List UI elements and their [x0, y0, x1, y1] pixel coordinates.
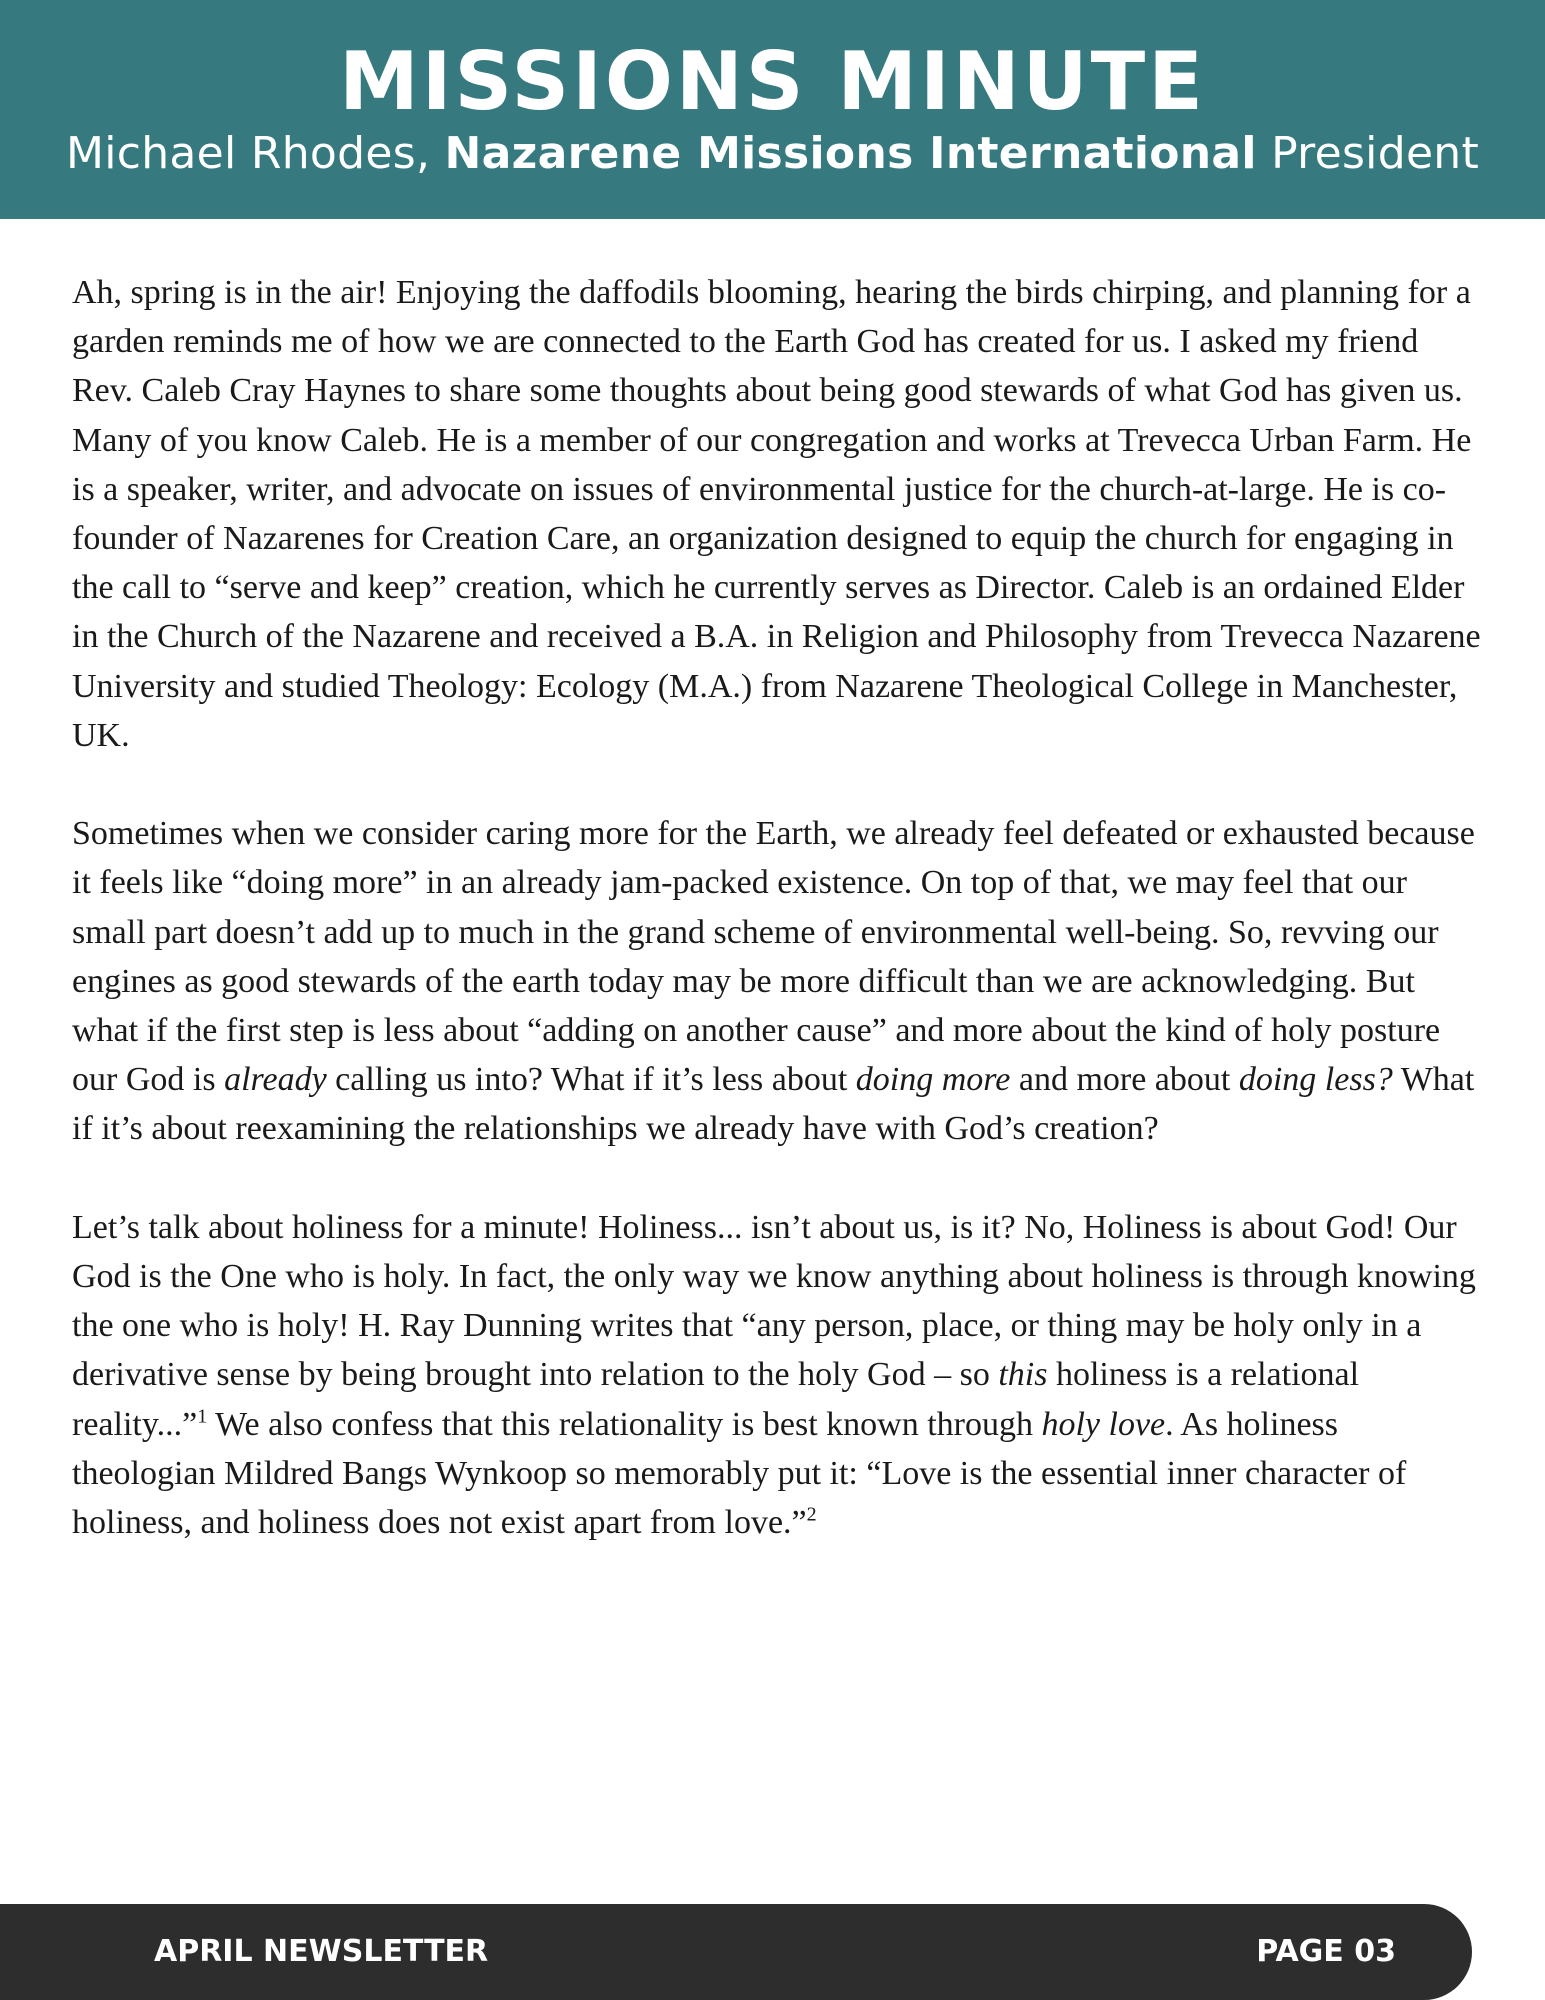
- text-run: Sometimes when we consider caring more for the Earth, we already feel defeated or exhausted because it feels like “doing more” in an already jam-packed existence. On top of that, we may feel that our small part doesn’t add up to much in the grand scheme of environmental well-being. So, revving our engines as good stewards of the earth today may be more difficult than we are acknowledging. But what if the first step is less about “adding on another cause” and more about the kind of holy posture our God is: [72, 815, 1475, 1099]
- newsletter-label: APRIL NEWSLETTER: [154, 1934, 489, 1969]
- emphasis: holy love: [1041, 1405, 1166, 1443]
- text-run: . As holiness theologian Mildred Bangs Wynkoop so memorably put it: “Love is the essential inner character of holiness, and holiness does not exist apart from love.”: [72, 1405, 1407, 1542]
- organization-name: Nazarene Missions International: [444, 128, 1257, 179]
- emphasis: doing less?: [1238, 1061, 1393, 1099]
- text-run: Let’s talk about holiness for a minute! Holiness... isn’t about us, is it? No, Holiness is about God! Our God is the One who is holy. In fact, the only way we know anything about holiness is through knowing the one who is holy! H. Ray Dunning writes that “any person, place, or thing may be holy only in a derivative sense by being brought into relation to the holy God – so: [72, 1208, 1476, 1394]
- text-run: We also confess that this relationality is best known through: [207, 1405, 1042, 1443]
- article-body: [72, 268, 1482, 1547]
- text-run: calling us into? What if it’s less about: [326, 1061, 856, 1099]
- emphasis: doing more: [855, 1061, 1011, 1099]
- paragraph-holiness: [72, 1203, 1482, 1547]
- text-run: What if it’s about reexamining the relationships we already have with God’s creation?: [72, 1061, 1475, 1148]
- byline: [0, 124, 1545, 184]
- page-title: MISSIONS MINUTE: [339, 35, 1206, 128]
- author-role: President: [1271, 128, 1480, 179]
- page-number: PAGE 03: [1256, 1934, 1396, 1969]
- emphasis: this: [998, 1356, 1048, 1394]
- text-run: and more about: [1010, 1061, 1239, 1099]
- footnote-ref-2: 2: [806, 1503, 817, 1526]
- text-run: holiness is a relational reality...”: [72, 1356, 1360, 1443]
- emphasis: already: [224, 1061, 327, 1099]
- paragraph-bio: Many of you know Caleb. He is a member of our congregation and works at Trevecca Urban Farm. He is a speaker, writer, and advocate on issues of environmental justice for the church-at-large. He is co-founder of Nazarenes for Creation Care, an organization designed to equip the church for engaging in the call to “serve and keep” creation, which he currently serves as Director. Caleb is an ordained Elder in the Church of the Nazarene and received a B.A. in Religion and Philosophy from Trevecca Nazarene University and studied Theology: Ecology (M.A.) from Nazarene Theological College in Manchester, UK.: [72, 421, 1481, 754]
- paragraph-intro: Ah, spring is in the air! Enjoying the daffodils blooming, hearing the birds chirping, and planning for a garden reminds me of how we are connected to the Earth God has created for us. I asked my friend Rev. Caleb Cray Haynes to share some thoughts about being good stewards of what God has given us.: [72, 274, 1471, 410]
- footer-bar: [0, 1904, 1472, 2000]
- author-name: Michael Rhodes,: [65, 128, 431, 179]
- footnote-ref-1: 1: [197, 1405, 208, 1428]
- header-banner: [0, 0, 1545, 219]
- paragraph-stewardship: [72, 809, 1482, 1153]
